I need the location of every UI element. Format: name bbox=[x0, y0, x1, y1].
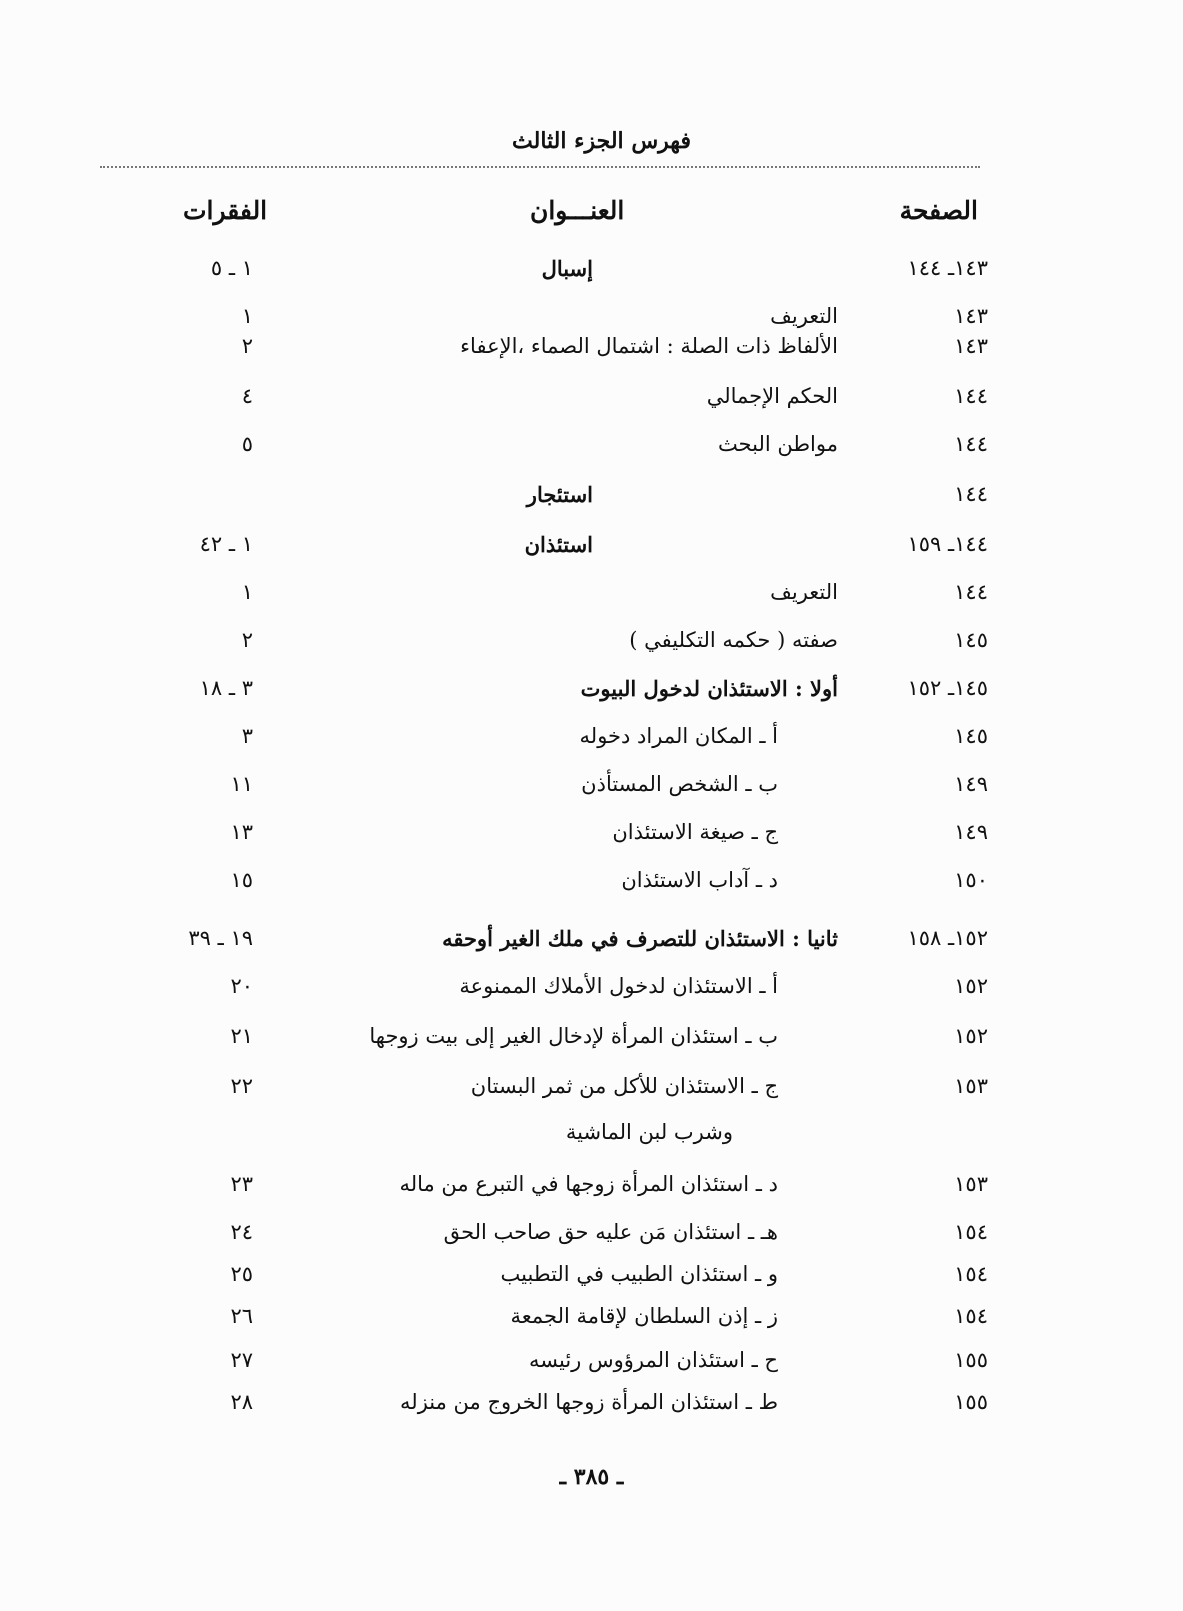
row-page: ١٥٣ bbox=[954, 1172, 988, 1196]
row-paragraphs: ٢٣ bbox=[230, 1172, 253, 1196]
row-page: ١٤٥ـ ١٥٢ bbox=[907, 676, 988, 700]
row-page: ١٥٢ bbox=[954, 1024, 988, 1048]
row-page: ١٤٩ bbox=[954, 820, 988, 844]
row-page: ١٤٥ bbox=[954, 628, 988, 652]
header-divider bbox=[100, 166, 980, 168]
row-page: ١٥٥ bbox=[954, 1390, 988, 1414]
index-row bbox=[0, 256, 1183, 296]
row-paragraphs: ١ ـ ٤٢ bbox=[199, 532, 253, 556]
row-title: استئجار bbox=[526, 482, 593, 507]
row-paragraphs: ٢٢ bbox=[230, 1074, 253, 1098]
row-paragraphs: ١٥ bbox=[230, 868, 253, 892]
row-paragraphs: ٢٦ bbox=[230, 1304, 253, 1328]
index-row bbox=[0, 1304, 1183, 1344]
row-page: ١٤٤ـ ١٥٩ bbox=[907, 532, 988, 556]
index-row bbox=[0, 1172, 1183, 1212]
page-number: ـ ٣٨٥ ـ bbox=[559, 1464, 624, 1490]
index-row bbox=[0, 820, 1183, 860]
row-title: ج ـ الاستئذان للأكل من ثمر البستان bbox=[470, 1074, 778, 1098]
index-row bbox=[0, 334, 1183, 374]
index-row bbox=[0, 926, 1183, 966]
row-title: إسبال bbox=[541, 256, 593, 281]
index-row bbox=[0, 1390, 1183, 1430]
row-page: ١٥٤ bbox=[954, 1262, 988, 1286]
index-row bbox=[0, 432, 1183, 472]
index-row bbox=[0, 676, 1183, 716]
row-title: د ـ استئذان المرأة زوجها في التبرع من ماله bbox=[399, 1172, 778, 1196]
index-row bbox=[0, 772, 1183, 812]
column-header-paragraphs: الفقرات bbox=[183, 196, 268, 225]
row-page: ١٥٢ bbox=[954, 974, 988, 998]
row-title: هـ ـ استئذان مَن عليه حق صاحب الحق bbox=[443, 1220, 778, 1244]
row-title: وشرب لبن الماشية bbox=[565, 1120, 733, 1144]
index-row bbox=[0, 1262, 1183, 1302]
index-row bbox=[0, 1348, 1183, 1388]
row-title: مواطن البحث bbox=[717, 432, 838, 456]
row-title: صفته ( حكمه التكليفي ) bbox=[629, 628, 838, 652]
row-paragraphs: ٣ bbox=[241, 724, 253, 748]
row-page: ١٥٥ bbox=[954, 1348, 988, 1372]
row-title: ثانيا : الاستئذان للتصرف في ملك الغير أوحقه bbox=[442, 926, 838, 951]
row-title: استئذان bbox=[524, 532, 593, 557]
row-title: أ ـ المكان المراد دخوله bbox=[579, 724, 778, 748]
row-title: التعريف bbox=[770, 580, 838, 604]
row-paragraphs: ٤ bbox=[241, 384, 253, 408]
row-paragraphs: ٢٤ bbox=[230, 1220, 253, 1244]
header-title: فهرس الجزء الثالث bbox=[512, 128, 691, 154]
row-paragraphs: ١٩ ـ ٣٩ bbox=[188, 926, 253, 950]
row-page: ١٤٣ bbox=[954, 304, 988, 328]
row-title: التعريف bbox=[770, 304, 838, 328]
row-title: ز ـ إذن السلطان لإقامة الجمعة bbox=[510, 1304, 778, 1328]
index-row bbox=[0, 482, 1183, 522]
index-row bbox=[0, 532, 1183, 572]
row-paragraphs: ١٣ bbox=[230, 820, 253, 844]
row-paragraphs: ٣ ـ ١٨ bbox=[199, 676, 253, 700]
row-page: ١٤٣ bbox=[954, 334, 988, 358]
row-paragraphs: ١١ bbox=[230, 772, 253, 796]
row-title: ج ـ صيغة الاستئذان bbox=[612, 820, 778, 844]
index-row bbox=[0, 1024, 1183, 1064]
row-title: د ـ آداب الاستئذان bbox=[621, 868, 778, 892]
index-row bbox=[0, 1220, 1183, 1260]
column-header-title: العنـــوان bbox=[530, 196, 625, 225]
row-title: الحكم الإجمالي bbox=[706, 384, 838, 408]
index-row bbox=[0, 628, 1183, 668]
row-paragraphs: ٢١ bbox=[230, 1024, 253, 1048]
row-paragraphs: ٢ bbox=[241, 334, 253, 358]
index-row bbox=[0, 580, 1183, 620]
row-paragraphs: ١ ـ ٥ bbox=[210, 256, 253, 280]
row-page: ١٤٣ـ ١٤٤ bbox=[907, 256, 988, 280]
row-title: الألفاظ ذات الصلة : اشتمال الصماء ،الإعفاء bbox=[460, 334, 838, 358]
row-paragraphs: ٢٠ bbox=[230, 974, 253, 998]
row-page: ١٥٤ bbox=[954, 1304, 988, 1328]
row-paragraphs: ٢٥ bbox=[230, 1262, 253, 1286]
row-paragraphs: ١ bbox=[241, 304, 253, 328]
row-paragraphs: ١ bbox=[241, 580, 253, 604]
row-page: ١٥٣ bbox=[954, 1074, 988, 1098]
row-page: ١٤٤ bbox=[954, 384, 988, 408]
column-header-page: الصفحة bbox=[899, 196, 978, 225]
row-page: ١٥٤ bbox=[954, 1220, 988, 1244]
row-title: ط ـ استئذان المرأة زوجها الخروج من منزله bbox=[400, 1390, 778, 1414]
index-row bbox=[0, 1120, 1183, 1160]
row-title: ب ـ الشخص المستأذن bbox=[581, 772, 778, 796]
index-row bbox=[0, 974, 1183, 1014]
row-paragraphs: ٢ bbox=[241, 628, 253, 652]
row-title: أ ـ الاستئذان لدخول الأملاك الممنوعة bbox=[459, 974, 778, 998]
row-page: ١٤٤ bbox=[954, 482, 988, 506]
page-header bbox=[0, 128, 1183, 154]
row-paragraphs: ٢٨ bbox=[230, 1390, 253, 1414]
row-paragraphs: ٢٧ bbox=[230, 1348, 253, 1372]
row-page: ١٤٤ bbox=[954, 432, 988, 456]
row-title: ح ـ استئذان المرؤوس رئيسه bbox=[529, 1348, 778, 1372]
index-row bbox=[0, 384, 1183, 424]
row-page: ١٤٤ bbox=[954, 580, 988, 604]
row-paragraphs: ٥ bbox=[241, 432, 253, 456]
row-title: ب ـ استئذان المرأة لإدخال الغير إلى بيت زوجها bbox=[369, 1024, 778, 1048]
index-row bbox=[0, 724, 1183, 764]
index-row bbox=[0, 1074, 1183, 1114]
index-row bbox=[0, 868, 1183, 908]
row-page: ١٤٩ bbox=[954, 772, 988, 796]
row-page: ١٥٢ـ ١٥٨ bbox=[907, 926, 988, 950]
row-title: و ـ استئذان الطبيب في التطبيب bbox=[500, 1262, 778, 1286]
row-page: ١٤٥ bbox=[954, 724, 988, 748]
row-page: ١٥٠ bbox=[954, 868, 988, 892]
row-title: أولا : الاستئذان لدخول البيوت bbox=[580, 676, 838, 701]
